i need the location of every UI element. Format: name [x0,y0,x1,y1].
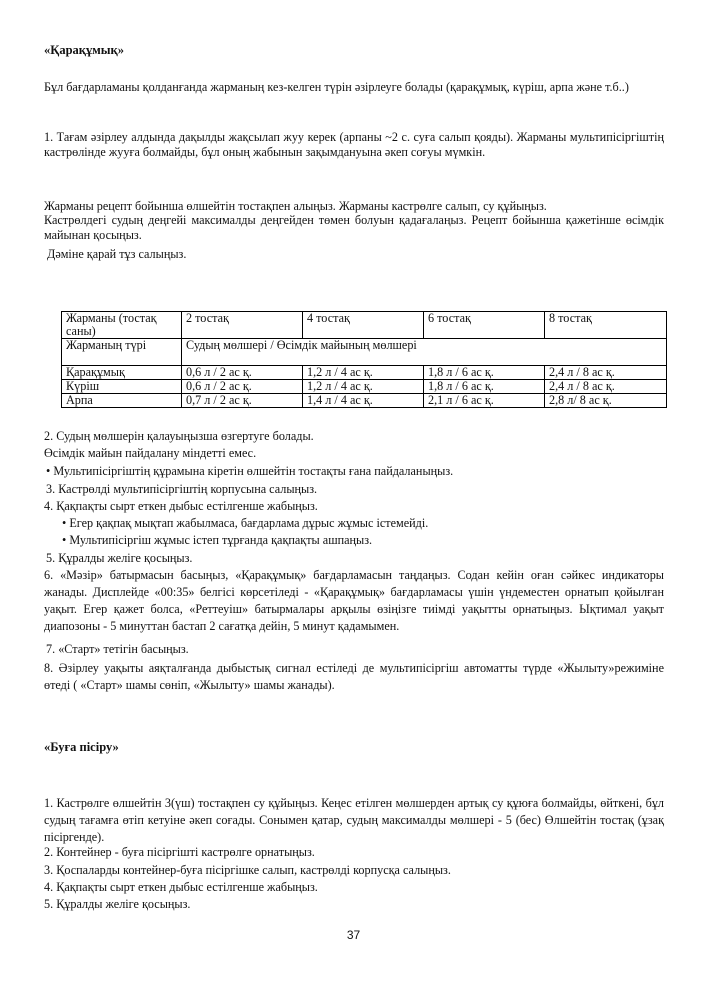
bullet-3: • Мультипісіргіш жұмыс істеп тұрғанда қақпақты ашпаңыз. [62,533,373,547]
table-subheader-label: Жарманың түрі [62,339,182,366]
table-cell: Арпа [62,394,182,408]
steam-step-3: 3. Қоспаларды контейнер-буға пісіргішке салып, кастрөлді корпусқа салыңыз. [44,863,451,877]
table-cell: 2,4 л / 8 ас қ. [545,366,667,380]
page-number: 37 [346,928,361,942]
measure-paragraph: Жарманы рецепт бойынша өлшейтін тостақпен алыңыз. Жарманы кастрөлге салып, су құйыңыз. [44,199,547,213]
section-title-steam: «Буға пісіру» [44,740,119,754]
steam-step-5: 5. Құралды желіге қосыңыз. [44,897,191,911]
salt-paragraph: Дәміне қарай тұз салыңыз. [47,247,187,261]
table-cell: 2,8 л/ 8 ас қ. [545,394,667,408]
step-2: 2. Судың мөлшерін қалауыңызша өзгертуге болады. [44,429,314,443]
table-cell: 1,8 л / 6 ас қ. [424,380,545,394]
steam-step-2: 2. Контейнер - буға пісіргішті кастрөлге орнатыңыз. [44,845,315,859]
bullet-1: • Мультипісіргіштің құрамына кіретін өлшейтін тостақты ғана пайдаланыңыз. [46,464,454,478]
step-5: 5. Құралды желіге қосыңыз. [46,551,193,565]
table-cell: 1,2 л / 4 ас қ. [303,366,424,380]
steam-step-4: 4. Қақпақты сырт еткен дыбыс естілгенше жабыңыз. [44,880,318,894]
table-header-cell: Жарманы (тостақ саны) [62,312,182,339]
table-cell: 0,7 л / 2 ас қ. [182,394,303,408]
table-row [62,380,667,394]
step-2b: Өсімдік майын пайдалану міндетті емес. [44,446,257,460]
level-paragraph-text: Кастрөлдегі судың деңгейі максималды деңгейден төмен болуын қадағалаңыз. Рецепт бойынша қажетінше өсімдік майынан қосыңыз. [44,213,664,242]
intro-paragraph: Бұл бағдарламаны қолданғанда жарманың кез-келген түрін әзірлеуге болады (қарақұмық, күріш, арпа және т.б..) [44,80,629,94]
section-title-buckwheat: «Қарақұмық» [44,43,124,57]
table-row [62,366,667,380]
table-cell: 2,1 л / 6 ас қ. [424,394,545,408]
step-6-paragraph: 6. «Мәзір» батырмасын басыңыз, «Қарақұмық» бағдарламасын таңдаңыз. Содан кейін оған сәйкес индикаторы жанады. Дисплейде «00:35» белгісі көрсетіледі - «Қарақұмық» бағдарламасы үшін үндеместен орнатып қойылған уақыт. Егер қажет болса, «Реттеуіш» батырмалары арқылы өзіңізге тиімді уақытты орнатыңыз. Ықтимал уақыт диапозоны - 5 минуттан бастап 2 сағатқа дейін, 5 минут қадамымен. [44,568,664,633]
table-row [62,394,667,408]
level-paragraph [44,213,664,243]
table-header-cell: 6 тостақ [424,312,545,339]
table-cell: 0,6 л / 2 ас қ. [182,380,303,394]
step-8-paragraph: 8. Әзірлеу уақыты аяқталғанда дыбыстық сигнал естіледі де мультипісіргіш автоматты түрде «Жылыту»режиміне өтеді ( «Старт» шамы сөніп, «Жылыту» шамы жанады). [44,661,664,692]
step-7: 7. «Старт» тетігін басыңыз. [46,642,189,656]
table-cell: Қарақұмық [62,366,182,380]
table-cell: 1,8 л / 6 ас қ. [424,366,545,380]
table-header-row [62,312,667,339]
step-4: 4. Қақпақты сырт еткен дыбыс естілгенше жабыңыз. [44,499,318,513]
table-subheader-row [62,339,667,366]
table-header-cell: 4 тостақ [303,312,424,339]
table-cell: Күріш [62,380,182,394]
table-subheader-value: Судың мөлшері / Өсімдік майының мөлшері [182,339,667,366]
table-header-cell: 8 тостақ [545,312,667,339]
step-3: 3. Кастрөлді мультипісіргіштің корпусына салыңыз. [46,482,318,496]
table-cell: 1,4 л / 4 ас қ. [303,394,424,408]
bullet-2: • Егер қақпақ мықтап жабылмаса, бағдарлама дұрыс жұмыс істемейді. [62,516,429,530]
grain-water-table [61,311,667,408]
table-cell: 0,6 л / 2 ас қ. [182,366,303,380]
steam-step-1-paragraph: 1. Кастрөлге өлшейтін 3(үш) тостақпен су құйыңыз. Кеңес етілген мөлшерден артық су құюға болмайды, өйткені, бұл судың тағамға өтіп кетуіне әкеп соғады. Сонымен қатар, судың максималды мөлшері - 5 (бес) Өлшейтін тостақ (ұзақ пісіргенде). [44,796,664,844]
table-header-cell: 2 тостақ [182,312,303,339]
table-cell: 2,4 л / 8 ас қ. [545,380,667,394]
table-cell: 1,2 л / 4 ас қ. [303,380,424,394]
step-1-paragraph: 1. Тағам әзірлеу алдында дақылды жақсылап жуу керек (арпаны ~2 с. суға салып қояды). Жарманы мультипісіргіштің кастрөлінде жууға болмайды, бұл оның жабынын зақымдануына әкеп соғуы мүмкін. [44,130,664,159]
